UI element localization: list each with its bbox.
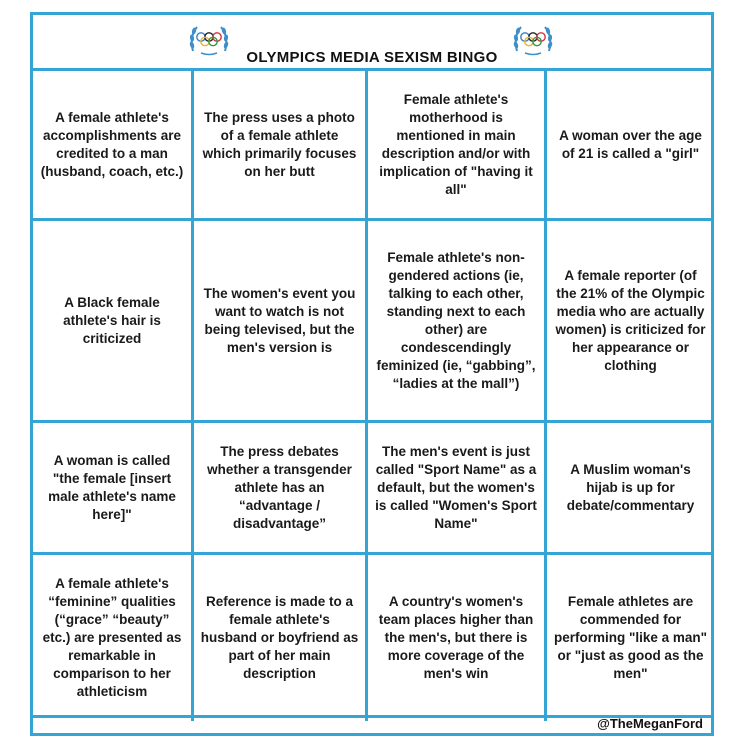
cell-text: The men's event is just called "Sport Name" as a default, but the women's is called "Women's Sport Name" <box>375 443 537 531</box>
bingo-cell <box>33 71 191 218</box>
cell-text: A Muslim woman's hijab is up for debate/commentary <box>566 461 695 513</box>
bingo-cell <box>194 423 365 552</box>
bingo-grid <box>33 71 711 721</box>
bingo-cell <box>194 221 365 420</box>
bingo-cell <box>33 221 191 420</box>
bingo-cell <box>194 71 365 218</box>
cell-text: A woman is called "the female [insert male athlete's name here]" <box>48 452 176 522</box>
olympic-rings-wreath-icon <box>511 21 555 57</box>
bingo-cell <box>368 221 544 420</box>
page-title: OLYMPICS MEDIA SEXISM BINGO <box>246 49 498 66</box>
cell-text: The women's event you want to watch is not being televised, but the men's version is <box>203 285 356 355</box>
cell-text: Reference is made to a female athlete's husband or boyfriend as part of her main description <box>200 594 359 681</box>
bingo-board <box>30 12 714 736</box>
bingo-cell <box>33 423 191 552</box>
cell-text: Female athletes are commended for performing "like a man" or "just as good as the men" <box>553 594 708 681</box>
bingo-cell <box>33 555 191 721</box>
cell-text: A female athlete's accomplishments are credited to a man (husband, coach, etc.) <box>40 109 184 179</box>
bingo-cell <box>547 71 714 218</box>
bingo-cell <box>547 221 714 420</box>
bingo-cell <box>368 555 544 721</box>
cell-text: A woman over the age of 21 is called a "girl" <box>559 127 702 161</box>
header <box>33 15 711 71</box>
cell-text: The press debates whether a transgender athlete has an “advantage / disadvantage” <box>207 443 352 531</box>
cell-text: A female athlete's “feminine” qualities (“grace” “beauty” etc.) are presented as remarkable in comparison to her athleticism <box>42 576 182 699</box>
bingo-cell <box>368 71 544 218</box>
bingo-cell <box>547 555 714 721</box>
bingo-cell <box>194 555 365 721</box>
footer <box>33 718 711 733</box>
bingo-cell <box>547 423 714 552</box>
cell-text: The press uses a photo of a female athlete which primarily focuses on her butt <box>202 109 357 179</box>
cell-text: A female reporter (of the 21% of the Olympic media who are actually women) is criticized for her appearance or clothing <box>555 267 706 373</box>
author-credit: @TheMeganFord <box>597 716 703 731</box>
cell-text: A country's women's team places higher than the men's, but there is more coverage of the men's win <box>378 594 534 681</box>
cell-text: Female athlete's non-gendered actions (ie, talking to each other, standing next to each other) are condescendingly feminized (ie, “gabbing”, “ladies at the mall”) <box>376 249 536 391</box>
cell-text: Female athlete's motherhood is mentioned in main description and/or with implication of "having it all" <box>379 91 533 197</box>
cell-text: A Black female athlete's hair is criticized <box>63 294 161 346</box>
bingo-cell <box>368 423 544 552</box>
